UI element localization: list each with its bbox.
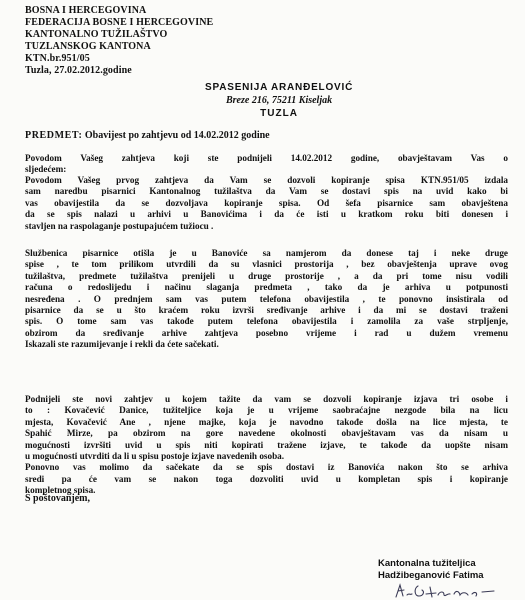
paragraph-line: sredi pa će vam se nakon toga dozvoliti uvid u kompletan spis i kopiranje <box>25 473 508 484</box>
paragraph-line: nesređena . O prednjem sam vas putem telefona obavijestila , te ponovno insistirala od <box>25 293 508 304</box>
letterhead-canton: TUZLANSKOG KANTONA <box>25 41 151 52</box>
subject-line <box>25 130 270 141</box>
recipient-block <box>205 81 353 120</box>
subject-label: PREDMET: <box>25 130 83 141</box>
subject-text: Obavijest po zahtjevu od 14.02.2012 godine <box>84 130 270 141</box>
paragraph-line: Ponovno vas molimo da sačekate da se spis dostavi iz Banovića nakon što se arhiva <box>25 462 508 473</box>
paragraph-line: Povodom Vašeg prvog zahtjeva da Vam se dozvoli kopiranje spisa KTN.951/05 izdala <box>25 175 508 185</box>
letterhead-office: KANTONALNO TUŽILAŠTVO <box>25 29 168 40</box>
paragraph-line: kompletnog spisa. <box>25 485 96 496</box>
paragraph-intro <box>25 153 508 176</box>
place-date: Tuzla, 27.02.2012.godine <box>25 65 132 76</box>
recipient-name: SPASENIJA ARANĐELOVIĆ <box>205 82 354 93</box>
paragraph-line: Iskazali ste razumijevanje i rekli da ćete sačekati. <box>25 339 219 350</box>
paragraph-line: sam naredbu pisarnici Kantonalnog tužilaštva da Vam se dostavi spis na uvid kako bi <box>25 186 508 197</box>
paragraph-line: spis. O tome sam vas takođe putem telefona obavijestila i zamolila za vaše strpljenje, <box>25 316 508 327</box>
paragraph-line: da se spis nalazi u arhivi u Banovićima i da će isti u kratkom roku biti donesen i <box>25 209 508 220</box>
case-number: KTN.br.951/05 <box>25 53 90 64</box>
handwritten-signature <box>392 582 502 600</box>
paragraph-line: u mogućnosti utvrditi da li u spisu postoje izjave navedenih osoba. <box>25 451 285 462</box>
paragraph-line: računa o redoslijedu i načinu slaganja predmeta , tako da je arhiva u potpunosti <box>25 282 508 293</box>
paragraph-line: Spahić Mirze, pa obzirom na gore navedene okolnosti obavještavam vas da nisam u <box>25 428 508 439</box>
paragraph-new-request <box>25 394 508 497</box>
recipient-city: TUZLA <box>260 108 298 119</box>
signer-block <box>378 558 484 581</box>
paragraph-line: to : Kovačević Danice, tužiteljice koja je u vrijeme saobraćajne nezgode bila na licu <box>25 405 508 416</box>
paragraph-line: tužilaštva, predmete tužilaštva prenijeli u druge prostorije , a da pri tome nisu vodili <box>25 270 508 281</box>
paragraph-first-request <box>25 175 508 232</box>
letterhead-federation: FEDERACIJA BOSNE I HERCEGOVINE <box>25 17 214 28</box>
paragraph-line: obzirom da sređivanje arhive zahtjeva posebno vrijeme i rad u dužem vremenu <box>25 327 508 338</box>
paragraph-line: stavljen na raspolaganje postupajućem tužiocu . <box>25 220 214 231</box>
recipient-address: Breze 216, 75211 Kiseljak <box>226 95 333 106</box>
signer-name: Hadžibeganović Fatima <box>378 569 484 581</box>
paragraph-line: Povodom Vašeg zahtjeva koji ste podnijeli 14.02.2012 godine, obavještavam Vas o <box>25 153 508 163</box>
signer-title: Kantonalna tužiteljica <box>378 558 476 569</box>
paragraph-archive <box>25 248 508 351</box>
paragraph-line: Podnijeli ste novi zahtjev u kojem tažite da vam se dozvoli kopiranje izjava tri osobe i <box>25 394 508 404</box>
paragraph-line: pisarnice da se u što kraćem roku izvrši sređivanje arhive i da mi se dostavi traženi <box>25 305 508 316</box>
paragraph-line: mogućnosti izvršiti uvid u spis niti kopirati tražene izjave, te takođe da uopšte nisam <box>25 439 508 450</box>
letterhead <box>25 5 213 77</box>
paragraph-line: Službenica pisarnice otišla je u Banoviće sa namjerom da donese taj i neke druge <box>25 248 508 258</box>
paragraph-line: mjesta, Kovačević Ane , njene majke, koja je navodno takođe došla na lice mjesta, te <box>25 416 508 427</box>
paragraph-line: spise , te tom prilikom utvrdili da su vlasnici prostorija , bez obavještenja uprave ovog <box>25 259 508 270</box>
letterhead-country: BOSNA I HERCEGOVINA <box>25 5 147 16</box>
closing-salutation: S poštovanjem, <box>25 493 91 504</box>
paragraph-line: sljedećem: <box>25 164 67 175</box>
paragraph-line: vas obavijestila da se dozvoljava kopiranje spisa. Od šefa pisarnice sam obavještena <box>25 197 508 208</box>
